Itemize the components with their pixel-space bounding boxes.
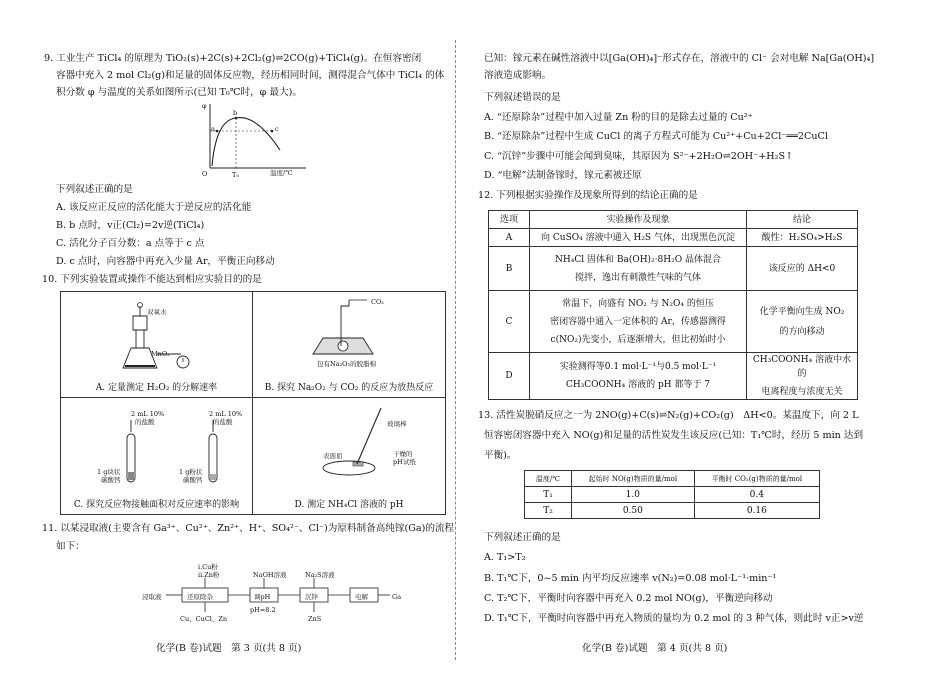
q11-flow-step4: 电解: [355, 593, 368, 601]
q12-title: 12. 下列根据实验操作及现象所得到的结论正确的是: [478, 190, 698, 201]
q11-flow-reagent2: ⅱ.Zn粉: [198, 571, 220, 579]
q11-flow-step3: 沉锌: [305, 593, 318, 601]
q10-caption-a: A. 定量测定 H₂O₂ 的分解速率: [95, 383, 218, 393]
q12-row-c-con2: 的方向移动: [779, 326, 825, 337]
q10-caption-d: D. 测定 NH₄Cl 溶液的 pH: [294, 500, 404, 510]
table-row: [489, 291, 858, 353]
q9-graph-xlabel: 温度/℃: [270, 169, 293, 177]
q13-option-d: D. T₁℃下，平衡时向容器中再充入物质的量均为 0.2 mol 的 3 种气体，则此时 v正>v逆: [484, 613, 864, 624]
q10d-paper1: 干燥的: [393, 450, 413, 458]
q9-graph: [196, 100, 326, 180]
table-row: [489, 353, 858, 400]
page-divider: [455, 40, 456, 660]
right-page: [478, 0, 878, 688]
q11-known-line1: 已知：镓元素在碱性溶液中以[Ga(OH)₄]⁻形式存在，溶液中的 Cl⁻ 会对电解 Na[Ga(OH)₄]: [484, 53, 875, 64]
q13-prompt: 下列叙述正确的是: [484, 532, 561, 543]
q10-caption-c: C. 探究反应物接触面积对反应速率的影响: [73, 500, 240, 510]
q11-line2: 如下：: [56, 541, 85, 552]
q9-graph-ylabel: φ: [202, 102, 207, 110]
q12-row-a-con: 酸性：H₂SO₄>H₂S: [761, 232, 843, 243]
q10d-rod: 玻璃棒: [387, 420, 407, 428]
q12-row-c-op3: c(NO₂)先变小，后逐渐增大，但比初始时小: [550, 334, 726, 345]
q10-caption-b: B. 探究 Na₂O₂ 与 CO₂ 的反应为放热反应: [264, 383, 434, 393]
table-row: [525, 487, 820, 503]
q13-header-co2: 平衡时 CO₂(g)物质的量/mol: [694, 471, 819, 487]
q10c-hcl2: 2 mL 10%: [209, 410, 243, 418]
q10-cell-b: [252, 291, 446, 398]
q12-row-c-option: C: [489, 291, 530, 353]
q12-row-b-op1: NH₄Cl 固体和 Ba(OH)₂·8H₂O 晶体混合: [555, 254, 721, 265]
q13-header-temp: 温度/℃: [525, 471, 572, 487]
q12-row-c-con1: 化学平衡向生成 NO₂: [759, 306, 845, 317]
table-row: [489, 229, 858, 247]
q13-option-a: A. T₁>T₂: [484, 552, 526, 563]
q11-prompt: 下列叙述错误的是: [484, 92, 561, 103]
q11-flow-step1: 还原除杂: [187, 593, 213, 601]
q11-flow-start: 浸取液: [142, 593, 162, 601]
q12-row-d-con2: 电离程度与浓度无关: [761, 387, 843, 397]
q10b-label-cotton: 包有Na₂O₂的脱脂棉: [317, 360, 377, 368]
q13-table: [524, 470, 820, 519]
q11-flow-ph: pH=8.2: [250, 606, 276, 614]
q9-graph-b: b: [233, 109, 238, 117]
q12-row-c-op1: 常温下，向盛有 NO₂ 与 N₂O₄ 的恒压: [562, 298, 714, 309]
q11-option-a: A. “还原除杂”过程中加入过量 Zn 粉的目的是除去过量的 Cu²⁺: [484, 112, 753, 123]
q13-option-c: C. T₂℃下，平衡时向容器中再充入 0.2 mol NO(g)，平衡逆向移动: [484, 593, 773, 604]
q10a-label-mno2: MnO₂: [151, 350, 170, 358]
q13-row1-temp: T₁: [525, 487, 572, 503]
table-row: [489, 247, 858, 291]
q10c-hcl1b: 的盐酸: [135, 418, 155, 426]
q11-flow-reagent1: ⅰ.Cu粉: [198, 563, 218, 571]
q12-row-c-op2: 密闭容器中通入一定体积的 Ar，传感器测得: [550, 316, 726, 327]
q13-line2: 恒容密闭容器中充入 NO(g)和足量的活性炭发生该反应(已知：T₁℃时，经历 5 min 达到: [484, 430, 864, 441]
q13-row1-no: 1.0: [572, 487, 695, 503]
q10c-caco3b: 1 g粉状: [179, 468, 203, 476]
q11-option-b: B. “还原除杂”过程中生成 CuCl 的离子方程式可能为 Cu²⁺+Cu+2Cl⁻══2CuCl: [484, 131, 828, 142]
q12-row-b-con: 该反应的 ΔH<0: [768, 263, 836, 274]
q10d-paper2: pH试纸: [393, 458, 416, 466]
q9-option-d: D. c 点时，向容器中再充入少量 Ar，平衡正向移动: [56, 256, 275, 267]
q10d-dish: 表面皿: [323, 452, 343, 460]
q10-cell-a: [60, 291, 253, 398]
q12-row-d-option: D: [489, 353, 530, 400]
q13-row1-co2: 0.4: [694, 487, 819, 503]
q10c-caco3b2: 碳酸钙: [183, 476, 203, 484]
q11-flow-end: Ga: [392, 593, 402, 601]
q9-line2: 容器中充入 2 mol Cl₂(g)和足量的固体反应物，经历相同时间，测得混合气体中 TiCl₄ 的体: [56, 70, 445, 81]
q10-cell-d: [252, 397, 446, 515]
q9-graph-c: c: [275, 125, 279, 133]
table-row: [525, 503, 820, 519]
q9-option-c: C. 活化分子百分数：a 点等于 c 点: [56, 238, 205, 249]
q12-header-operation: 实验操作及现象: [530, 211, 747, 229]
left-page: [38, 0, 455, 688]
q9-graph-t0: T₀: [232, 171, 239, 179]
q11-flow-step2: 调pH: [254, 593, 271, 601]
q12-header-option: 选项: [489, 211, 530, 229]
q10c-caco3a2: 碳酸钙: [101, 476, 121, 484]
q11-flow-naoh: NaOH溶液: [253, 571, 287, 579]
q11-flow-waste2: ZnS: [308, 615, 322, 623]
q11-option-d: D. “电解”法制备镓时，镓元素被还原: [484, 170, 642, 181]
q13-row2-temp: T₂: [525, 503, 572, 519]
left-footer: 化学(B 卷)试题 第 3 页(共 8 页): [156, 643, 302, 654]
q9-line3: 积分数 φ 与温度的关系如图所示(已知 T₀℃时，φ 最大)。: [56, 87, 302, 98]
q12-row-b-option: B: [489, 247, 530, 291]
q13-option-b: B. T₁℃下，0~5 min 内平均反应速率 v(N₂)=0.08 mol·L⁻¹·min⁻¹: [484, 573, 777, 584]
q12-row-d-op2: CH₃COONH₄ 溶液的 pH 都等于 7: [565, 380, 711, 390]
q13-row2-no: 0.50: [572, 503, 695, 519]
q12-row-b-op2: 搅拌，逸出有刺激性气味的气体: [574, 272, 701, 283]
q9-prompt: 下列叙述正确的是: [56, 184, 133, 195]
q10-title: 10. 下列实验装置或操作不能达到相应实验目的的是: [42, 274, 262, 285]
q10b-label-co2: CO₂: [371, 298, 384, 306]
q12-header-conclusion: 结论: [747, 211, 858, 229]
q10c-caco3a: 1 g块状: [97, 468, 121, 476]
q12-row-a-option: A: [489, 229, 530, 247]
q13-row2-co2: 0.16: [694, 503, 819, 519]
q11-option-c: C. “沉锌”步骤中可能会闻到臭味，其原因为 S²⁻+2H₂O⇌2OH⁻+H₂S↑: [484, 151, 794, 162]
q13-header-no: 起始时 NO(g)物质的量/mol: [572, 471, 695, 487]
q9-line1: 9. 工业生产 TiCl₄ 的原理为 TiO₂(s)+2C(s)+2Cl₂(g)⇌2CO(g)+TiCl₄(g)。在恒容密闭: [44, 53, 422, 64]
q11-known-line2: 溶液造成影响。: [484, 70, 552, 81]
q10-cell-c: [60, 397, 253, 515]
q12-row-a-op: 向 CuSO₄ 溶液中通入 H₂S 气体，出现黑色沉淀: [541, 232, 735, 243]
q12-row-d-op1: 实验测得等0.1 mol·L⁻¹与0.5 mol·L⁻¹: [559, 362, 717, 372]
q11-flow-na2s: Na₂S溶液: [305, 571, 335, 579]
q9-graph-a: a: [211, 125, 215, 133]
q9-option-a: A. 该反应正反应的活化能大于逆反应的活化能: [56, 202, 252, 213]
q12-table: [488, 210, 858, 400]
q13-line3: 平衡)。: [484, 450, 517, 461]
q11-line1: 11. 以某浸取液(主要含有 Ga³⁺、Cu²⁺、Zn²⁺、H⁺、SO₄²⁻、Cl⁻)为原料制备高纯镓(Ga)的流程: [42, 523, 455, 534]
q9-graph-origin: O: [202, 170, 208, 178]
q10c-hcl2b: 的盐酸: [213, 418, 233, 426]
q10a-label-h2o2: 双氧水: [147, 308, 167, 316]
right-footer: 化学(B 卷)试题 第 4 页(共 8 页): [582, 643, 728, 654]
q11-flow-waste1: Cu、CuCl、Zn: [180, 615, 228, 623]
q13-line1: 13. 活性炭脱硝反应之一为 2NO(g)+C(s)⇌N₂(g)+CO₂(g) ΔH<0。某温度下，向 2 L: [478, 410, 859, 421]
q10c-hcl1: 2 mL 10%: [131, 410, 165, 418]
q9-option-b: B. b 点时，v正(Cl₂)=2v逆(TiCl₄): [56, 220, 205, 231]
q12-row-d-con1: CH₃COONH₄ 溶液中水的: [752, 355, 852, 379]
